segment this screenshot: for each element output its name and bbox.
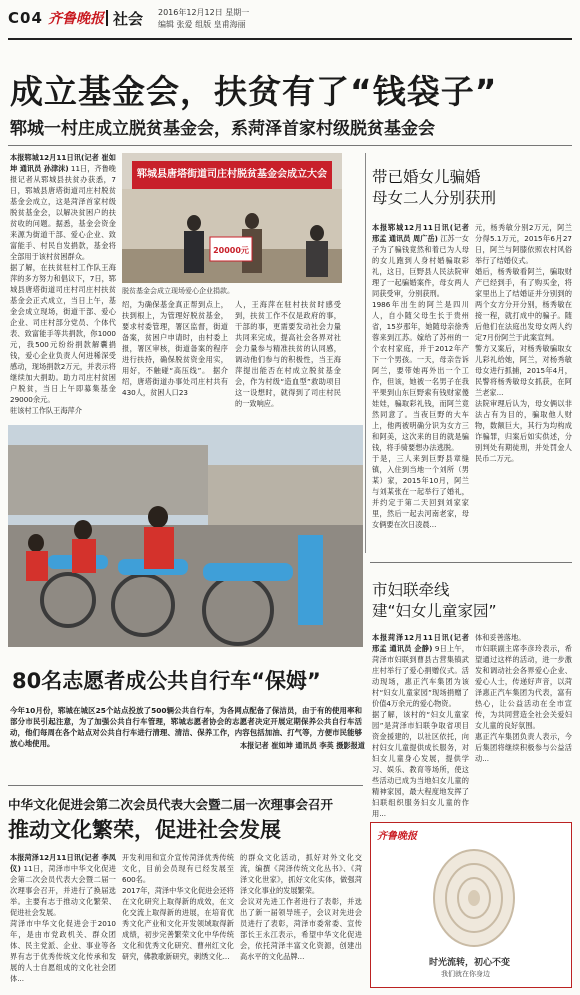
story5-byline: 本报菏泽12月11日讯(记者 李凤仪)	[10, 853, 116, 873]
story4-body: 今年10月份，郓城在城区25个站点投放了500辆公共自行车，为各网点配备了保洁员，由于有的使用率和部分市民引起注意，为了加强公共自行车管理，郓城志愿者协会的志愿者决定开展定期保养公共自行车活动，他们每周在各个站点对公共自行车进行清理、清洁、保养工作，内容包括加油、打气等，方便市民能够放心地使用。	[10, 706, 362, 748]
lead-column-2: 绍，为确保基金真正帮到点上，扶到根上，为管理好脱贫基金，要求村委管理，署区监督，街道备案，贫困户申请时，由村委上报，署区审核，街道备案的程序进行扶持，确保脱贫资金用实，用好，不触碰“高压线”。 据介绍，唐塔街道办事处司庄村共有430人，贫困人口23	[122, 300, 228, 397]
editor-credits: 编辑 张爱 组版 皇甫海丽	[158, 20, 246, 29]
ad-logo: 齐鲁晚报	[377, 831, 417, 842]
right-divider	[370, 562, 572, 563]
lower-divider	[8, 785, 363, 786]
story5-column-3: 的群众文化活动，抓好对外文化交流，编撰《菏泽传统文化丛书》、《菏泽文化世家》，抓好文化实体，做强菏泽文化事业的发展繁荣。 会议对先进工作者进行了表彰，并选出了新一届领导班子，会议对先进会员进行了表彰，菏泽市委常委、宣传部长王永江表示，希望中华文化促进会，依托菏泽丰富文化资源，创建出高水平的文化品牌...	[240, 853, 362, 961]
lead-text-1: 11日，齐鲁晚报记者从郓城县扶贫办获悉，7日，郓城县唐塔街道司庄村脱贫基金会成立，这是菏泽首家村级脱贫基金会，以解决贫困户的扶贫收的问题。据悉，基金会资金来源为街道干部、爱心企业、致富能手、村民自发捐款，基金将全部用于该村贫困群众。 据了解，在扶贫驻村工作队王海萍的多方努力和倡议下，7日，郓城县唐塔街道司庄村司庄村扶贫基金会正式成立，当日上午，基金会成立现场，街道干部、爱心企业、司庄村部分党员、个体代表、致富能手等共捐款，你1000元，我500元纷纷捐款解囊捐钱，爱心企业负责人何进稀深受感动，现场捐款2万元，并表示将继续加大捐助。助力司庄村贫困户脱贫，当日上午即募集基金29000余元。 驻该村工作队王海萍介	[10, 164, 116, 415]
divider	[106, 10, 108, 26]
section-divider	[8, 145, 572, 146]
column-rule	[365, 153, 366, 553]
story2-text-1: 江苏一女子为了骗钱竟然和着已为人母的女儿跑到人身村婚骗取彩礼，这日，巨野县人民法院审理了一起骗婚案件，母女两人同获受审，分别获刑。 1986年出生的阿兰是四川人，自小随父母生长于贵州省，15岁那年，她随母亲徐秀蓉来到江苏。嫁给了苏州的一个农村家庭，并于2012年产下一个男孩。一天，母亲告诉阿兰，要带她再外出一个工作，但该，她被一名男子在我平果到山东巨野索有钱财家傻娃娃，骗取彩礼钱，而阿兰竟然同意了。当夜巨野的大车上，他两被明确分识为女方三和阿美，这次来的目的就是骗钱，将手骑要想办法逃脱。 于是，三人来到巨野县章缝镇，入住到当地一个刘所（男某）家，2015年10月，阿兰与刘某张在一起举行了婚礼，并约定于第二天回到刘家家里，然后一起去河南老家，母女俩要在次日凌晨...	[372, 234, 469, 529]
fund-ceremony-photo	[122, 153, 342, 283]
story5-column-1	[10, 852, 116, 990]
story4-credit: 本报记者 崔如坤 通讯员 李英 摄影报道	[239, 741, 365, 750]
photo-caption: 脱贫基金会成立现场爱心企业捐款。	[122, 287, 234, 295]
story3-text-1: 9日上午，菏泽市妇联到曹县古营集镇武庄村举行了爱心捐赠仪式。活动现场，惠正汽车集团为该村“妇女儿童家园”现场捐赠了价值4万余元的爱心物资。 据了解，该村的“妇女儿童家园”是菏泽市妇联争取省项目资金援建的，以社区依托，向村妇女儿童提供成长服务，对妇女儿童身心发展，提供学习、娱乐、教育等场所，使这些活动已成为当地妇女儿童的精神家园，最大程度地发挥了妇联组织服务妇女儿童的作用...	[372, 644, 469, 818]
ceremony-scene	[122, 189, 342, 283]
story4-title: 80名志愿者成公共自行车“保姆”	[12, 669, 321, 693]
lead-headline: 成立基金会，扶贫有了“钱袋子”	[10, 72, 498, 111]
story5-column-2: 开发利用和宣介宣传菏泽优秀传统文化，目前会员现有已经发展至600名。 2017年，菏泽中华文化促进会还将在文化研究上取得新的成效，在文化交流上取得新的进展，在培育优秀文化产业和文化开发领域取得新成绩，初步完善繁荣文化中华传统文化和优秀文化研究、曹州红文化研究，佛教歌新研究，刺绣文化...	[122, 853, 234, 961]
lead-subhead: 郓城一村庄成立脱贫基金会，系菏泽首家村级脱贫基金会	[10, 119, 435, 139]
lead-column-1	[10, 152, 116, 415]
paper-roll-icon	[431, 845, 517, 951]
issue-date: 2016年12月12日 星期一	[158, 8, 250, 17]
ad-subslogan: 我们就在你身边	[441, 970, 490, 978]
section-name: 社会	[113, 10, 144, 28]
story3-title: 市妇联牵线 建“妇女儿童家园”	[372, 581, 497, 620]
photo-banner: 郓城县唐塔街道司庄村脱贫基金会成立大会	[132, 161, 332, 189]
lead-column-3: 人，王海萍在驻村扶贫时感受到，扶贫工作不仅是政府的事，干部的事，更需要发动社会力量共同来完成，提高社会各界对社会力量参与精准扶贫的认同感，调动他们参与的积极性，当王海萍提出能否在村成立脱贫基金会，作为村级“造血型”救助项目这一设想时，就得到了司庄村民的一致响应。	[235, 300, 341, 408]
ad-slogan: 时光流转，初心不变	[429, 958, 511, 968]
bicycle-scene	[8, 425, 363, 647]
lead-byline: 本报郓城12月11日讯(记者 崔如坤 通讯员 孙津沫)	[10, 153, 116, 173]
masthead-rule	[8, 38, 572, 40]
story2-title: 带已婚女儿骗婚 母女二人分别获刑	[372, 168, 497, 207]
story3-byline: 本报菏泽12月11日讯(记者 邢孟 通讯员 企静)	[372, 633, 469, 653]
newspaper-logo: 齐鲁晚报	[48, 11, 104, 27]
story5-title: 推动文化繁荣，促进社会发展	[8, 818, 281, 842]
page-number: C04	[8, 9, 43, 27]
story2-byline: 本报郓城12月11日讯(记者 邢孟 通讯员 周广岳)	[372, 223, 469, 243]
story3-column-1	[372, 632, 469, 818]
newspaper-ad	[370, 822, 572, 988]
donation-board: 20000元	[213, 246, 249, 255]
story3-column-2: 体和妥善落地。 市妇联副主席李彦玲表示，希望通过这样的活动，进一步激发和调动社会各界爱心企业、爱心人士，传递好声音，以菏泽惠正汽车集团为代表，富有热心，让公益活动在全市宣传，为共同营造全社会关爱妇女儿童的良好氛围。 惠正汽车集团负责人表示，今后集团将继续积极参与公益活动...	[475, 633, 572, 763]
story2-column-2: 元，杨秀敏分别2万元，阿兰分得5.1万元，2015年6月27日，阿兰与阿膝依照农村风俗举行了结婚仪式。 婚后，杨秀敏看阿兰，骗取财产已经到手，有了购买金，将家里出上了结婚证并分别到的两个女方分开分别，杨秀敏在接一程，就打成中的骗子。随后他们在法庭出发母女两人约定7月份阿兰于此案宣判。 警方又案后，对杨秀敏骗取女儿彩礼给她，阿兰，对杨秀敏母女进行抓捕，2015年4月，民警将杨秀敏母女抓获，在阿兰老家... 法院审理后认为，母女俩以非法占有为目的，骗取他人财物，数额巨大，其行为均构成诈骗罪，归案后如实供述，分别判处有期徒刑，并处罚金人民币二万元。	[475, 223, 572, 463]
story5-text-1: 11日，菏泽市中华文化促进会第二次会员代表大会暨二届一次理事会召开，并进行了换届选举。主要有志于推动文化繁荣、促进社会发展。 菏泽市中华文化促进会于2010年，是由市党政机关、群众团体、民主党派、企业、事业等各界有志于优秀传统文化传承和发展的人士自愿组成的文化社会团体...	[10, 864, 116, 983]
story2-column-1	[372, 222, 469, 552]
bicycle-volunteers-photo	[8, 425, 363, 647]
masthead	[0, 0, 580, 38]
story5-kicker: 中华文化促进会第二次会员代表大会暨二届一次理事会召开	[8, 797, 334, 812]
